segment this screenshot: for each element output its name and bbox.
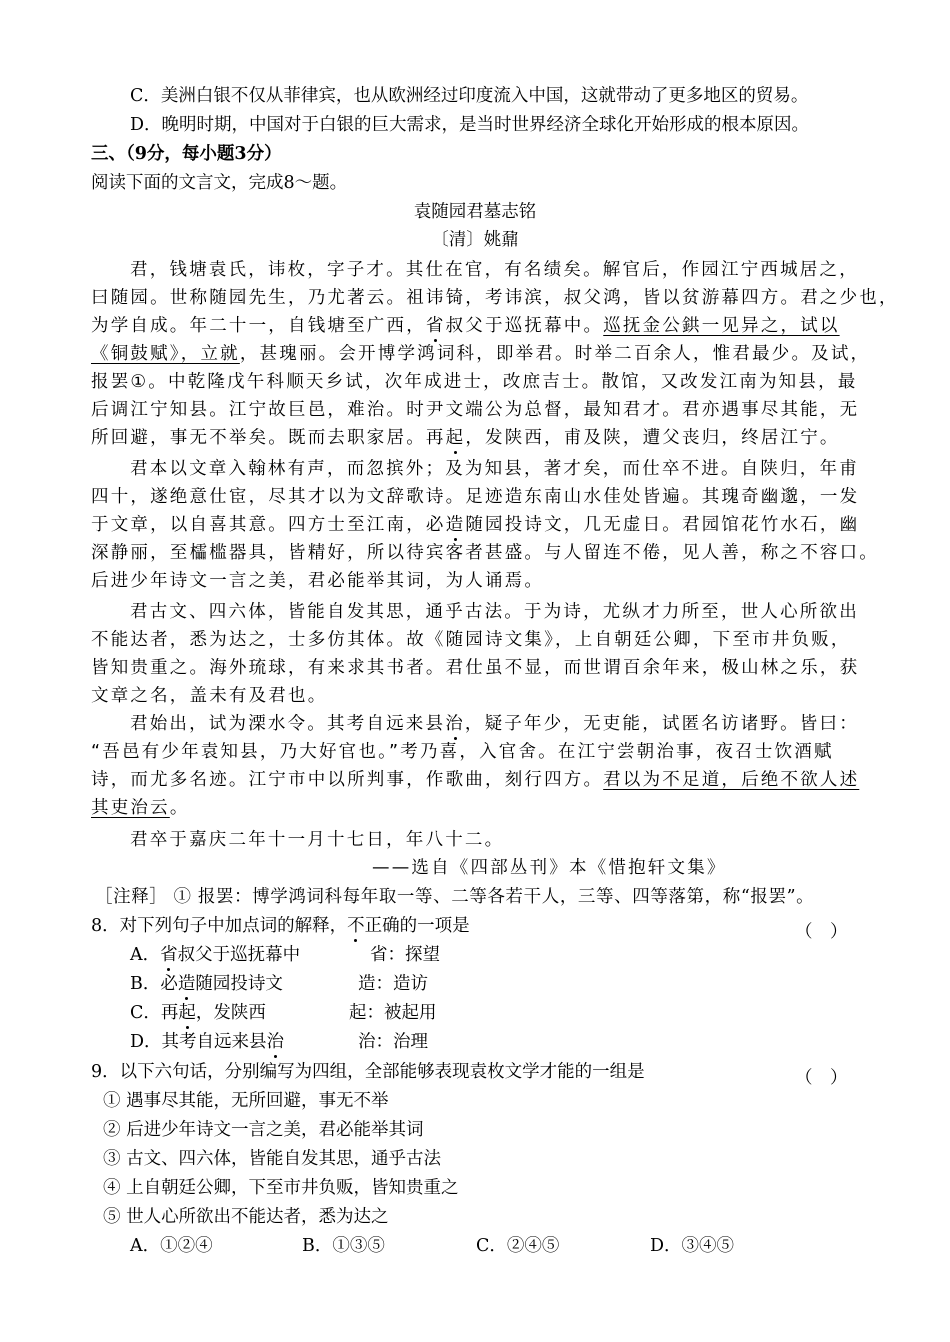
section-instruction: 阅读下面的文言文，完成8～题。 [91,173,348,193]
p1-line6: 后调江宁知县。江宁故巨邑，难治。时尹文端公为总督，最知君才。君亦遇事尽其能，无 [91,400,860,420]
q8-stem: 8．对下列句子中加点词的解释，不正确的一项是 [91,916,470,936]
underlined-sentence-2a: 君以为不足道，后绝不欲人述 [603,770,860,790]
dotted-word-zao: 造 [445,515,466,535]
option-c-prev: C．美洲白银不仅从菲律宾，也从欧洲经过印度流入中国，这就带动了更多地区的贸易。 [130,86,809,106]
q9-choice-d[interactable]: D．③④⑤ [650,1236,735,1256]
p4-line1: 君始出，试为溧水令。其考自远来县治，疑子年少，无吏能，试匿名访诸野。皆曰： [130,714,859,734]
dotted-word-bu: 不 [347,916,365,936]
p4-line4: 其吏治云。 [91,798,190,818]
p3-line1: 君古文、四六体，皆能自发其思，通乎古法。于为诗，尤纵才力所至，世人心所欲出 [130,602,859,622]
q8-option-a-gloss: 省：探望 [370,945,440,965]
underlined-sentence-2b: 其吏治云 [91,798,170,818]
p1-line1: 君，钱塘袁氏，讳枚，字子才。其仕在官，有名绩矣。解官后，作园江宁西城居之， [130,260,859,280]
q9-choice-b[interactable]: B．①③⑤ [302,1236,385,1256]
q8-option-c-gloss: 起：被起用 [349,1003,437,1023]
p5-line1: 君卒于嘉庆二年十一月十七日，年八十二。 [130,830,505,850]
dotted-word-qi: 起 [445,428,466,448]
annotation-note: ［注释］ ① 报罢：博学鸿词科每年取一等、二等各若干人，三等、四等落第，称“报罢”。 [95,887,815,907]
p1-line2: 曰随园。世称随园先生，乃尤著云。祖讳锜，考讳滨，叔父鸿，皆以贫游幕四方。君之少也， [91,288,899,308]
q9-item-4: ④ 上自朝廷公卿，下至市井负贩，皆知贵重之 [103,1178,459,1198]
q9-choice-c[interactable]: C．②④⑤ [476,1236,560,1256]
q8-option-a[interactable]: A．省叔父于巡抚幕中 [130,945,301,965]
q8-option-b-gloss: 造：造访 [358,974,428,994]
underlined-sentence-1a: 巡抚金公鉷一见异之，试以 [603,316,840,336]
p4-line3: 诗，而尤多名迹。江宁市中以所判事，作歌曲，刻行四方。君以为不足道，后绝不欲人述 [91,770,860,790]
p1-line4: 《铜鼓赋》，立就，甚瑰丽。会开博学鸿词科，即举君。时举二百余人，惟君最少。及试， [91,344,871,364]
p4-line2: “吾邑有少年袁知县，乃大好官也。”考乃喜，入官舍。在江宁尝朝治事，夜召士饮酒赋 [91,742,834,762]
q8-option-c[interactable]: C．再起，发陕西 [130,1003,266,1023]
q9-stem: 9．以下六句话，分别编写为四组，全部能够表现袁枚文学才能的一组是 [91,1062,645,1082]
p3-line2: 不能达者，悉为达之，士多仿其体。故《随园诗文集》，上自朝廷公卿，下至市井负贩， [91,630,851,650]
p1-line3: 为学自成。年二十一，自钱塘至广西，省叔父于巡抚幕中。巡抚金公鉷一见异之，试以 [91,316,840,336]
q8-answer-paren: （ ） [795,922,848,942]
p1-line7: 所回避，事无不举矣。既而去职家居。再起，发陕西，甫及陕，遭父丧归，终居江宁。 [91,428,840,448]
article-author: 〔清〕姚鼐 [431,230,519,250]
q9-item-2: ② 后进少年诗文一言之美，君必能举其词 [103,1120,424,1140]
p3-line4: 文章之名，盖未有及君也。 [91,686,328,706]
q9-item-3: ③ 古文、四六体，皆能自发其思，通乎古法 [103,1149,442,1169]
option-d-prev: D．晚明时期，中国对于白银的巨大需求，是当时世界经济全球化开始形成的根本原因。 [130,115,810,135]
q8-option-b[interactable]: B．必造随园投诗文 [130,974,283,994]
p3-line3: 皆知贵重之。海外琉球，有来求其书者。君仕虽不显，而世谓百余年来，极山林之乐，获 [91,658,860,678]
article-source: ——选自《四部丛刊》本《惜抱轩文集》 [372,858,727,878]
underlined-sentence-1b: 《铜鼓赋》，立就 [91,344,240,364]
p2-line4: 深静丽，至櫺槛器具，皆精好，所以待宾客者甚盛。与人留连不倦，见人善，称之不容口。 [91,543,879,563]
q9-item-1: ① 遇事尽其能，无所回避，事无不举 [103,1091,389,1111]
q9-answer-paren: （ ） [795,1068,848,1088]
p2-line5: 后进少年诗文一言之美，君必能举其词，为人诵焉。 [91,571,545,591]
p2-line2: 四十，遂绝意仕宦，尽其才以为文辞歌诗。足迹造东南山水佳处皆遍。其瑰奇幽邈，一发 [91,487,860,507]
q8-option-d-gloss: 治：治理 [358,1032,428,1052]
q9-item-5: ⑤ 世人心所欲出不能达者，悉为达之 [103,1207,389,1227]
q8-option-d[interactable]: D．其考自远来县治 [130,1032,285,1052]
p1-line5: 报罢①。中乾隆戊午科顺天乡试，次年成进士，改庶吉士。散馆，又改发江南为知县，最 [91,372,858,392]
dotted-word-sheng: 省 [425,316,446,336]
dotted-word-zhi: 治 [445,714,465,734]
section-heading: 三、（9分，每小题3分） [91,144,282,164]
q9-choice-a[interactable]: A．①②④ [130,1236,213,1256]
p2-line3: 于文章，以自喜其意。四方士至江南，必造随园投诗文，几无虚日。君园馆花竹水石，幽 [91,515,860,535]
p2-line1: 君本以文章入翰林有声，而忽摈外；及为知县，著才矣，而仕卒不进。自陕归，年甫 [130,459,859,479]
article-title: 袁随园君墓志铭 [413,202,537,222]
